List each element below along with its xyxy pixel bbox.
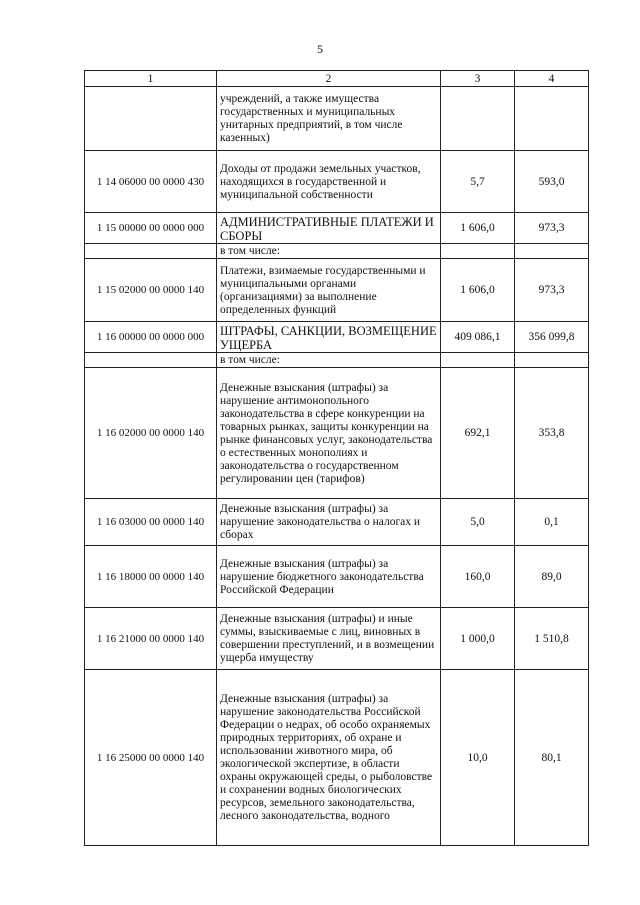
row-col3-value: 692,1 [441, 368, 515, 499]
table-row [85, 546, 589, 608]
row-name-cell: Денежные взыскания (штрафы) за нарушение законодательства Российской Федерации о недрах, об особо охраняемых природных территориях, об охране и использовании животного мира, об экологической экспертизе, в области охраны окружающей среды, о рыболовстве и сохранении водных биологических ресурсов, земельного законодательства, лесного законодательства, водного [217, 670, 441, 846]
column-header-3: 3 [441, 71, 515, 87]
row-name-cell: Денежные взыскания (штрафы) за нарушение бюджетного законодательства Российской Федерации [217, 546, 441, 608]
table-row [85, 499, 589, 546]
table-row [85, 259, 589, 322]
row-col4-value [515, 353, 589, 368]
row-col3-value: 1 606,0 [441, 213, 515, 244]
row-col4-value: 973,3 [515, 259, 589, 322]
row-name-cell: АДМИНИСТРАТИВНЫЕ ПЛАТЕЖИ И СБОРЫ [217, 213, 441, 244]
table-row [85, 322, 589, 353]
row-col3-value: 10,0 [441, 670, 515, 846]
row-code-cell: 1 16 25000 00 0000 140 [85, 670, 217, 846]
table-row [85, 151, 589, 213]
row-code-cell: 1 15 00000 00 0000 000 [85, 213, 217, 244]
row-col4-value [515, 87, 589, 151]
row-col3-value [441, 87, 515, 151]
row-col3-value: 1 606,0 [441, 259, 515, 322]
budget-revenue-table [84, 70, 589, 846]
table-body [85, 87, 589, 846]
row-name-cell: в том числе: [217, 353, 441, 368]
table-row [85, 670, 589, 846]
table-row [85, 368, 589, 499]
row-code-cell: 1 16 18000 00 0000 140 [85, 546, 217, 608]
row-name-cell: Денежные взыскания (штрафы) за нарушение антимонопольного законодательства в сфере конкуренции на товарных рынках, защиты конкуренции на рынке финансовых услуг, законодательства о естественных монополиях и законодательства о государственном регулировании цен (тарифов) [217, 368, 441, 499]
row-name-cell: Платежи, взимаемые государственными и муниципальными органами (организациями) за выполнение определенных функций [217, 259, 441, 322]
row-name-cell: Денежные взыскания (штрафы) и иные суммы, взыскиваемые с лиц, виновных в совершении преступлений, и в возмещении ущерба имуществу [217, 608, 441, 670]
column-header-1: 1 [85, 71, 217, 87]
row-col4-value: 356 099,8 [515, 322, 589, 353]
table-header-row [85, 71, 589, 87]
row-col3-value: 160,0 [441, 546, 515, 608]
row-col4-value: 353,8 [515, 368, 589, 499]
page-number: 5 [317, 42, 323, 56]
row-code-cell [85, 87, 217, 151]
row-code-cell [85, 353, 217, 368]
row-name-cell: Доходы от продажи земельных участков, находящихся в государственной и муниципальной собственности [217, 151, 441, 213]
row-col4-value: 1 510,8 [515, 608, 589, 670]
table-row [85, 244, 589, 259]
table-row [85, 353, 589, 368]
table-row [85, 87, 589, 151]
row-col3-value: 1 000,0 [441, 608, 515, 670]
column-header-2: 2 [217, 71, 441, 87]
row-code-cell: 1 14 06000 00 0000 430 [85, 151, 217, 213]
row-code-cell: 1 16 21000 00 0000 140 [85, 608, 217, 670]
row-col3-value: 5,0 [441, 499, 515, 546]
row-code-cell: 1 16 02000 00 0000 140 [85, 368, 217, 499]
row-code-cell: 1 16 03000 00 0000 140 [85, 499, 217, 546]
table-row [85, 608, 589, 670]
row-col3-value [441, 353, 515, 368]
row-col3-value: 409 086,1 [441, 322, 515, 353]
row-code-cell: 1 16 00000 00 0000 000 [85, 322, 217, 353]
row-code-cell [85, 244, 217, 259]
row-name-cell: Денежные взыскания (штрафы) за нарушение законодательства о налогах и сборах [217, 499, 441, 546]
row-col3-value: 5,7 [441, 151, 515, 213]
row-col4-value [515, 244, 589, 259]
row-col4-value: 593,0 [515, 151, 589, 213]
row-col4-value: 0,1 [515, 499, 589, 546]
row-col4-value: 89,0 [515, 546, 589, 608]
row-col4-value: 973,3 [515, 213, 589, 244]
row-col3-value [441, 244, 515, 259]
row-col4-value: 80,1 [515, 670, 589, 846]
row-name-cell: учреждений, а также имущества государственных и муниципальных унитарных предприятий, в том числе казенных) [217, 87, 441, 151]
row-name-cell: в том числе: [217, 244, 441, 259]
row-code-cell: 1 15 02000 00 0000 140 [85, 259, 217, 322]
table-row [85, 213, 589, 244]
row-name-cell: ШТРАФЫ, САНКЦИИ, ВОЗМЕЩЕНИЕ УЩЕРБА [217, 322, 441, 353]
column-header-4: 4 [515, 71, 589, 87]
